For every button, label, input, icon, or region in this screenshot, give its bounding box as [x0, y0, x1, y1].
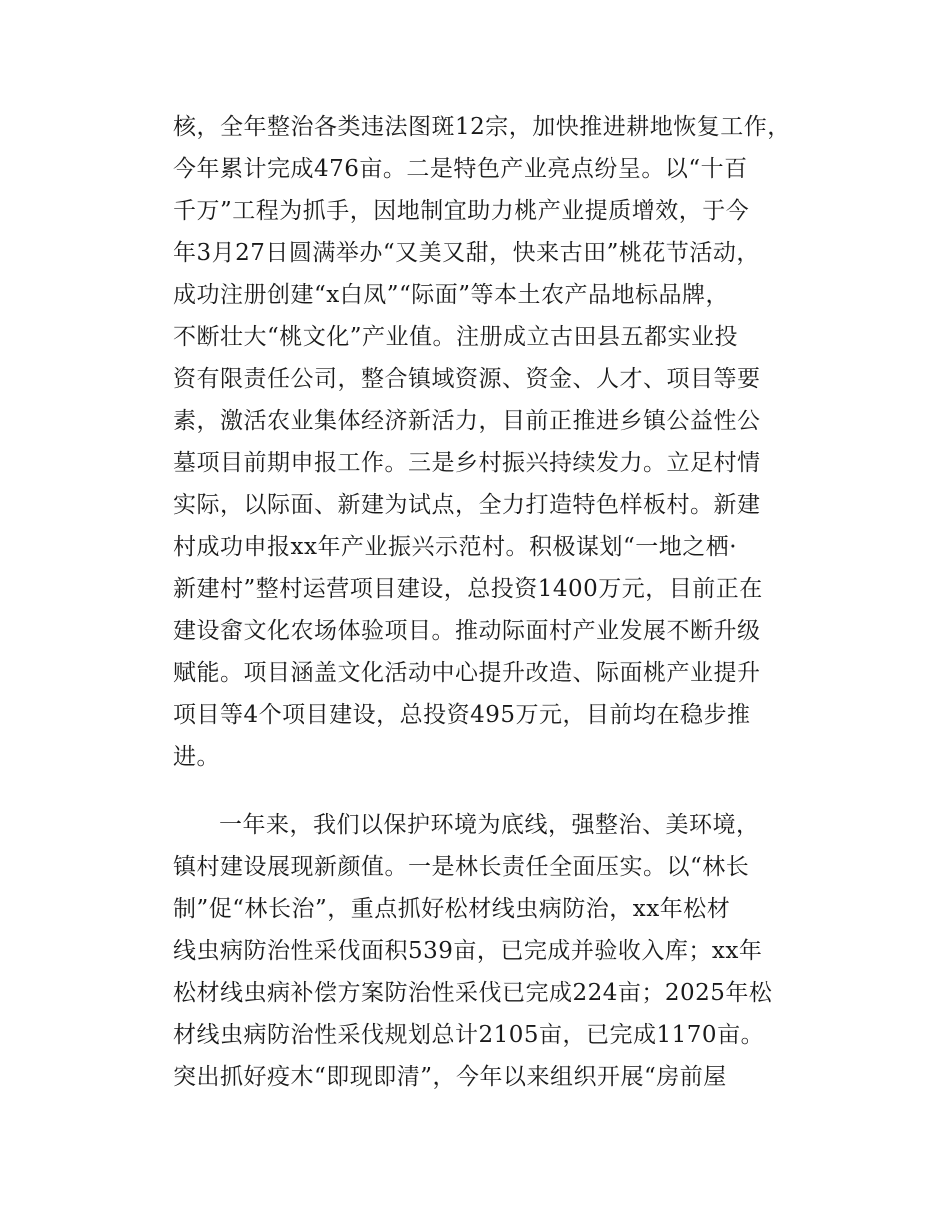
text-line: 实际，以际面、新建为试点，全力打造特色样板村。新建	[173, 492, 761, 518]
text-line: 制”促“林长治”，重点抓好松材线虫病防治，xx年松材	[173, 896, 731, 922]
text-line-indented: 一年来，我们以保护环境为底线，强整治、美环境，	[219, 812, 760, 838]
text-line: 核，全年整治各类违法图斑12宗，加快推进耕地恢复工作，	[173, 114, 791, 140]
text-line: 材线虫病防治性采伐规划总计2105亩，已完成1170亩。	[173, 1022, 765, 1048]
paragraph-2	[173, 804, 813, 1098]
text-line: 项目等4个项目建设，总投资495万元，目前均在稳步推	[173, 702, 751, 728]
text-line: 成功注册创建“x白凤”“际面”等本土农产品地标品牌，	[173, 282, 730, 308]
text-line: 素，激活农业集体经济新活力，目前正推进乡镇公益性公	[173, 408, 761, 434]
text-line: 千万”工程为抓手，因地制宜助力桃产业提质增效，于今	[173, 198, 750, 224]
text-line: 线虫病防治性采伐面积539亩，已完成并验收入库；xx年	[173, 938, 763, 964]
text-line: 进。	[173, 744, 220, 770]
text-line: 年3月27日圆满举办“又美又甜，快来古田”桃花节活动，	[173, 240, 760, 266]
text-line: 建设畲文化农场体验项目。推动际面村产业发展不断升级	[173, 618, 761, 644]
text-line: 突出抓好疫木“即现即清”，今年以来组织开展“房前屋	[173, 1064, 727, 1090]
text-line: 资有限责任公司，整合镇域资源、资金、人才、项目等要	[173, 366, 761, 392]
text-line: 今年累计完成476亩。二是特色产业亮点纷呈。以“十百	[173, 156, 748, 182]
text-line: 村成功申报xx年产业振兴示范村。积极谋划“一地之栖·	[173, 534, 738, 560]
text-line: 松材线虫病补偿方案防治性采伐已完成224亩；2025年松	[173, 980, 773, 1006]
text-line: 不断壮大“桃文化”产业值。注册成立古田县五都实业投	[173, 324, 739, 350]
text-line: 镇村建设展现新颜值。一是林长责任全面压实。以“林长	[173, 854, 750, 880]
text-line: 墓项目前期申报工作。三是乡村振兴持续发力。立足村情	[173, 450, 761, 476]
text-line: 赋能。项目涵盖文化活动中心提升改造、际面桃产业提升	[173, 660, 761, 686]
paragraph-1	[173, 106, 813, 778]
text-line: 新建村”整村运营项目建设，总投资1400万元，目前正在	[173, 576, 763, 602]
